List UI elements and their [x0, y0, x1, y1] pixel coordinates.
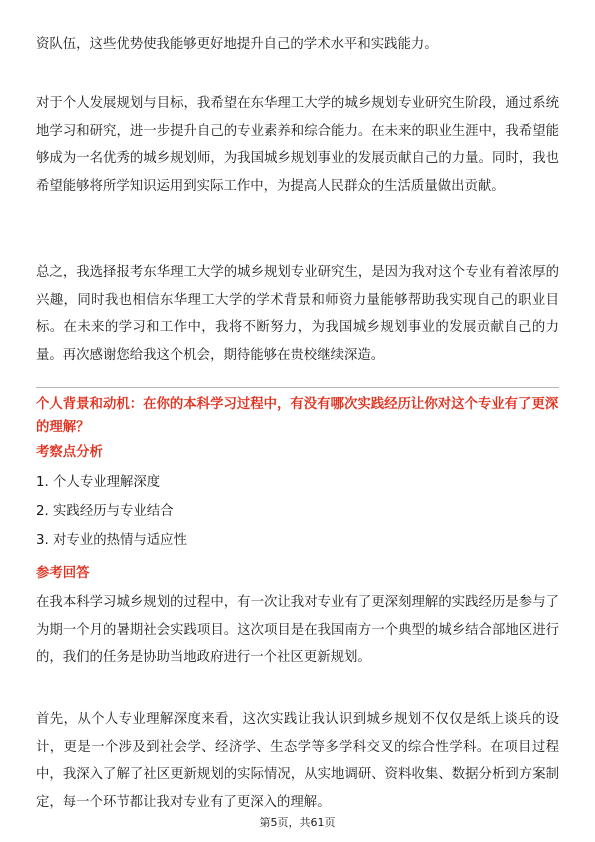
- paragraph-goals: 对于个人发展规划与目标，我希望在东华理工大学的城乡规划专业研究生阶段，通过系统地学习和研究，进一步提升自己的专业素养和综合能力。在未来的职业生涯中，我希望能够成为一名优秀的城乡规划师，为我国城乡规划事业的发展贡献自己的力量。同时，我也希望能够将所学知识运用到实际工作中，为提高人民群众的生活质量做出贡献。: [36, 96, 559, 194]
- answer-heading: 参考回答: [36, 566, 90, 581]
- page-number-footer: 第5页，共61页: [259, 816, 336, 829]
- analysis-heading: 考察点分析: [36, 445, 103, 460]
- analysis-points-list: [36, 468, 559, 555]
- paragraph-summary: 总之，我选择报考东华理工大学的城乡规划专业研究生，是因为我对这个专业有着浓厚的兴趣，同时我也相信东华理工大学的学术背景和师资力量能够帮助我实现自己的职业目标。在未来的学习和工作中，我将不断努力，为我国城乡规划事业的发展贡献自己的力量。再次感谢您给我这个机会，期待能够在贵校继续深造。: [36, 265, 559, 363]
- list-item: 2. 实践经历与专业结合: [36, 504, 174, 519]
- list-item: 3. 对专业的热情与适应性: [36, 533, 187, 548]
- question-heading: 个人背景和动机：在你的本科学习过程中，有没有哪次实践经历让你对这个专业有了更深的理解？: [36, 397, 559, 435]
- list-item: 1. 个人专业理解深度: [36, 475, 161, 490]
- answer-paragraph-1: 在我本科学习城乡规划的过程中，有一次让我对专业有了更深刻理解的实践经历是参与了为期一个月的暑期社会实践项目。这次项目是在我国南方一个典型的城乡结合部地区进行的，我们的任务是协助当地政府进行一个社区更新规划。: [36, 595, 559, 666]
- paragraph-intro-end: 资队伍，这些优势使我能够更好地提升自己的学术水平和实践能力。: [36, 37, 438, 52]
- section-divider: [36, 387, 559, 388]
- answer-paragraph-2: 首先，从个人专业理解深度来看，这次实践让我认识到城乡规划不仅仅是纸上谈兵的设计，更是一个涉及到社会学、经济学、生态学等多学科交叉的综合性学科。在项目过程中，我深入了解了社区更新规划的实际情况，从实地调研、资料收集、数据分析到方案制定，每一个环节都让我对专业有了更深入的理解。: [36, 712, 559, 810]
